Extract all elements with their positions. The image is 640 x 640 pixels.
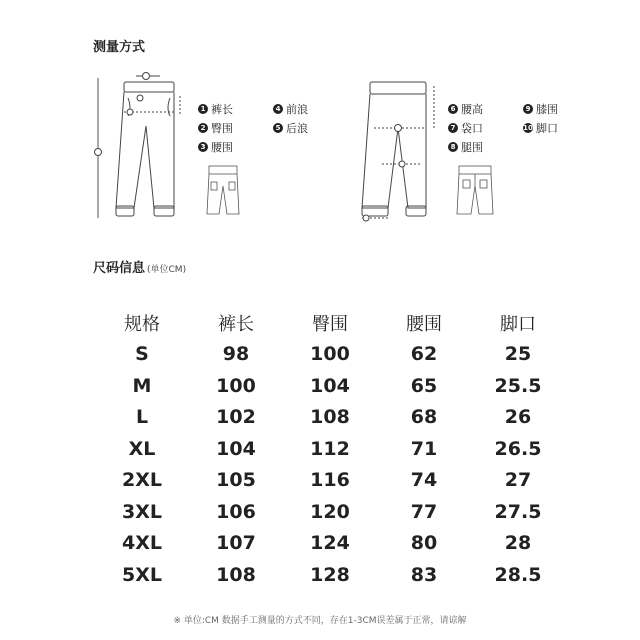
table-cell: 65 [410,374,438,397]
table-cell: 62 [410,343,438,366]
legend-label: 袋口 [461,122,483,135]
table-cell: 68 [410,406,438,429]
size-title-text: 尺码信息 [93,261,146,276]
number-8-icon: 8 [448,142,458,152]
table-cell: 80 [410,532,438,555]
table-cell: 107 [216,532,256,555]
table-row [95,496,565,528]
header-cell: 臀围 [312,313,348,335]
table-cell: 105 [216,469,256,492]
table-cell: 104 [216,437,256,460]
table-cell: XL [128,437,156,460]
header-cell: 规格 [124,313,160,335]
table-cell: 128 [310,563,350,586]
size-unit-text: (单位CM) [147,265,187,275]
table-cell: 102 [216,406,256,429]
table-row [95,370,565,402]
table-header-row [95,307,565,339]
table-cell: 26 [504,406,532,429]
table-cell: 108 [310,406,350,429]
table-cell: 25.5 [494,374,542,397]
pants-front-diagram [88,68,198,228]
legend-item-6 [448,101,483,117]
table-row [95,339,565,371]
table-cell: 104 [310,374,350,397]
table-cell: 71 [410,437,438,460]
table-cell: 106 [216,500,256,523]
legend-item-8 [448,139,483,155]
legend-label: 腰围 [211,141,233,154]
size-section-title [93,257,186,276]
legend-item-5 [273,120,308,136]
table-cell: L [135,406,149,429]
table-cell: 5XL [122,563,162,586]
pocket-back-diagram [455,162,495,218]
table-cell: 25 [504,343,532,366]
table-cell: 108 [216,563,256,586]
table-cell: 27 [504,469,532,492]
table-cell: M [132,374,152,397]
legend-label: 脚口 [536,122,558,135]
legend-label: 腰高 [461,103,483,116]
legend-item-3 [198,139,233,155]
pants-side-diagram [352,68,442,228]
header-cell: 脚口 [500,313,536,335]
table-row [95,559,565,591]
table-cell: 100 [216,374,256,397]
number-4-icon: 4 [273,104,283,114]
table-cell: 112 [310,437,350,460]
legend-item-9 [523,101,558,117]
number-10-icon: 10 [523,124,533,132]
number-1-icon: 1 [198,104,208,114]
number-7-icon: 7 [448,123,458,133]
legend-item-1 [198,101,233,117]
table-cell: 27.5 [494,500,542,523]
legend-label: 膝围 [536,103,558,116]
legend-item-10 [523,120,558,136]
legend-label: 前浪 [286,103,308,116]
legend-label: 臀围 [211,122,233,135]
table-cell: 28.5 [494,563,542,586]
table-row [95,402,565,434]
legend-label: 后浪 [286,122,308,135]
table-row [95,433,565,465]
table-cell: 2XL [122,469,162,492]
table-cell: 120 [310,500,350,523]
footnote: ※ 单位:CM 数据手工测量的方式不同，存在1-3CM误差属于正常，请谅解 [173,616,467,626]
pocket-front-diagram [205,162,241,218]
table-cell: 83 [410,563,438,586]
table-cell: 74 [410,469,438,492]
table-cell: S [135,343,149,366]
legend-item-4 [273,101,308,117]
size-table [95,307,565,591]
header-cell: 裤长 [218,313,254,335]
table-row [95,465,565,497]
legend-item-2 [198,120,233,136]
table-cell: 116 [310,469,350,492]
number-3-icon: 3 [198,142,208,152]
legend-item-7 [448,120,483,136]
number-2-icon: 2 [198,123,208,133]
table-cell: 77 [410,500,438,523]
number-9-icon: 9 [523,104,533,114]
table-cell: 3XL [122,500,162,523]
header-cell: 腰围 [406,313,442,335]
number-5-icon: 5 [273,123,283,133]
table-cell: 124 [310,532,350,555]
number-6-icon: 6 [448,104,458,114]
table-cell: 100 [310,343,350,366]
table-cell: 28 [504,532,532,555]
table-row [95,528,565,560]
table-cell: 4XL [122,532,162,555]
legend-label: 腿围 [461,141,483,154]
legend-label: 裤长 [211,103,233,116]
table-cell: 26.5 [494,437,542,460]
table-cell: 98 [222,343,250,366]
measure-section-title: 测量方式 [93,40,146,55]
